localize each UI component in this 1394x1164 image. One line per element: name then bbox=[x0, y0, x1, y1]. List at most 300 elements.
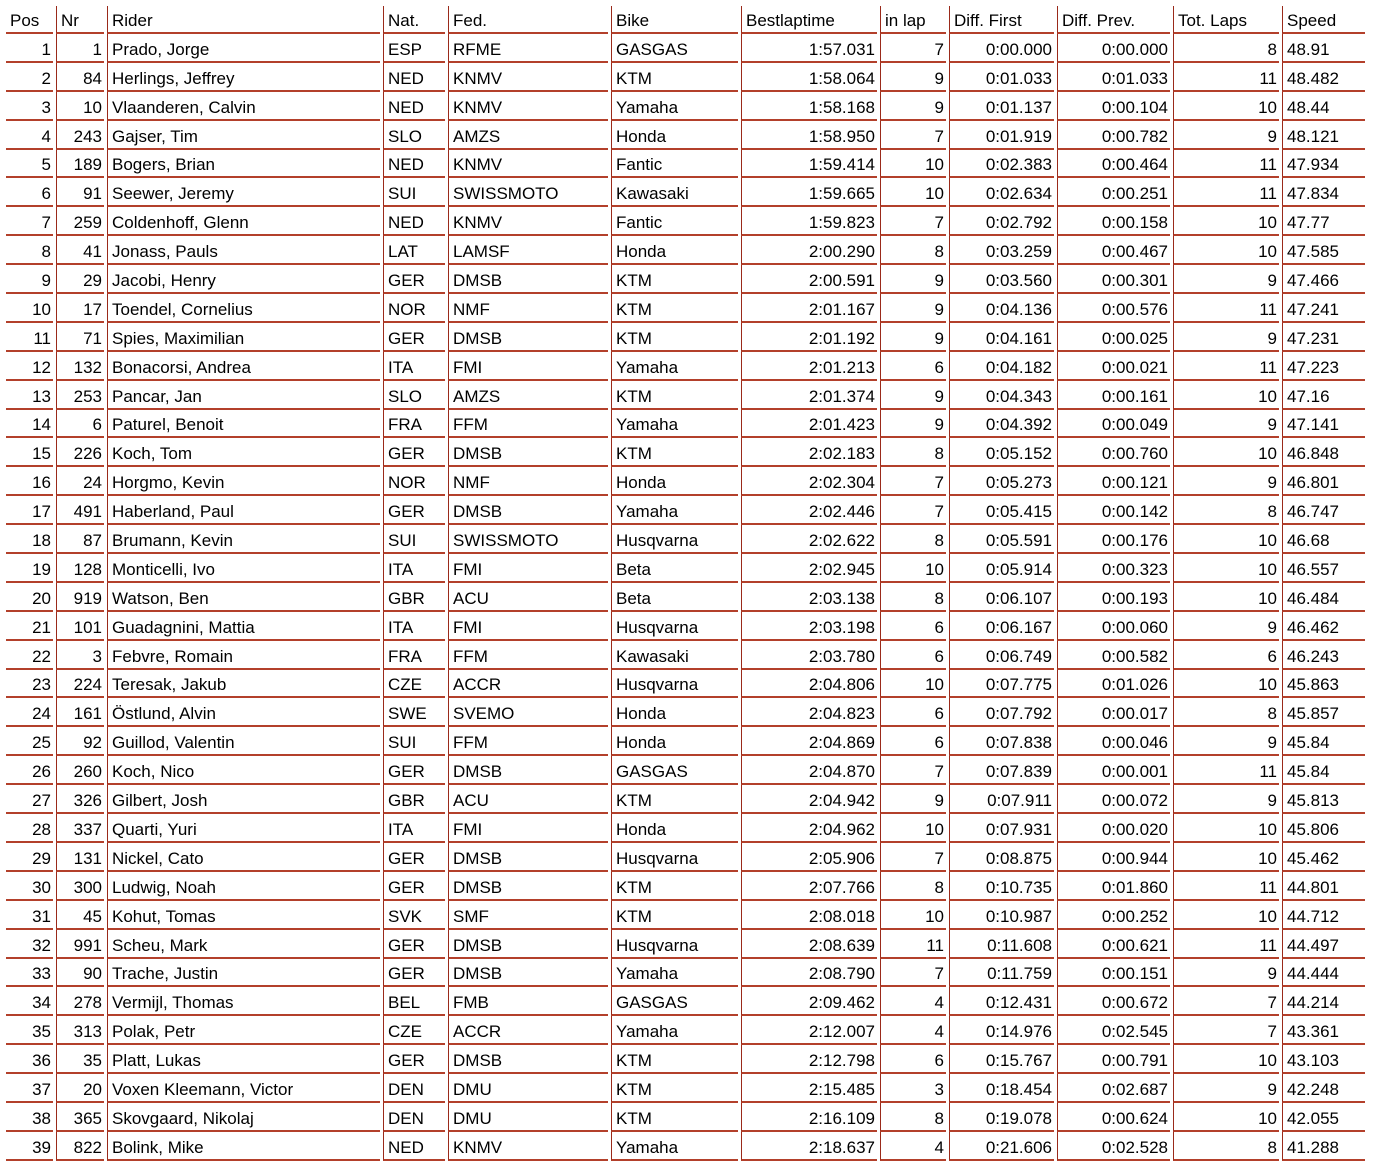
header-speed: Speed bbox=[1282, 6, 1365, 34]
cell-pos: 31 bbox=[6, 901, 53, 930]
cell-tot-laps: 9 bbox=[1173, 959, 1279, 988]
cell-speed: 47.231 bbox=[1282, 323, 1365, 352]
cell-in-lap: 9 bbox=[880, 785, 946, 814]
cell-bike: KTM bbox=[611, 438, 738, 467]
cell-diff-first: 0:01.137 bbox=[949, 92, 1054, 121]
table-row bbox=[6, 323, 1365, 352]
cell-in-lap: 7 bbox=[880, 843, 946, 872]
cell-pos: 29 bbox=[6, 843, 53, 872]
cell-nr: 20 bbox=[56, 1074, 104, 1103]
table-row bbox=[6, 814, 1365, 843]
cell-tot-laps: 11 bbox=[1173, 872, 1279, 901]
cell-nat: CZE bbox=[383, 670, 445, 699]
cell-pos: 17 bbox=[6, 496, 53, 525]
cell-in-lap: 7 bbox=[880, 207, 946, 236]
table-row bbox=[6, 554, 1365, 583]
cell-fed: DMSB bbox=[448, 496, 608, 525]
header-diff-prev: Diff. Prev. bbox=[1057, 6, 1170, 34]
cell-rider: Koch, Tom bbox=[107, 438, 380, 467]
cell-fed: DMSB bbox=[448, 959, 608, 988]
cell-in-lap: 8 bbox=[880, 872, 946, 901]
cell-diff-prev: 0:00.252 bbox=[1057, 901, 1170, 930]
table-row bbox=[6, 612, 1365, 641]
cell-bestlaptime: 2:07.766 bbox=[741, 872, 877, 901]
cell-diff-prev: 0:00.464 bbox=[1057, 150, 1170, 179]
cell-fed: KNMV bbox=[448, 207, 608, 236]
cell-bike: Husqvarna bbox=[611, 930, 738, 959]
cell-bike: Husqvarna bbox=[611, 525, 738, 554]
cell-fed: ACCR bbox=[448, 1016, 608, 1045]
header-diff-first: Diff. First bbox=[949, 6, 1054, 34]
cell-bike: KTM bbox=[611, 785, 738, 814]
cell-bestlaptime: 2:04.962 bbox=[741, 814, 877, 843]
cell-tot-laps: 8 bbox=[1173, 34, 1279, 63]
cell-speed: 48.121 bbox=[1282, 121, 1365, 150]
cell-diff-prev: 0:00.060 bbox=[1057, 612, 1170, 641]
header-tot-laps: Tot. Laps bbox=[1173, 6, 1279, 34]
cell-diff-prev: 0:00.017 bbox=[1057, 698, 1170, 727]
table-row bbox=[6, 92, 1365, 121]
cell-bestlaptime: 2:03.780 bbox=[741, 641, 877, 670]
cell-in-lap: 11 bbox=[880, 930, 946, 959]
cell-in-lap: 7 bbox=[880, 496, 946, 525]
cell-pos: 7 bbox=[6, 207, 53, 236]
cell-fed: DMU bbox=[448, 1103, 608, 1132]
cell-speed: 46.848 bbox=[1282, 438, 1365, 467]
cell-diff-first: 0:07.838 bbox=[949, 727, 1054, 756]
cell-tot-laps: 11 bbox=[1173, 178, 1279, 207]
cell-diff-prev: 0:00.782 bbox=[1057, 121, 1170, 150]
cell-in-lap: 7 bbox=[880, 756, 946, 785]
cell-diff-prev: 0:01.026 bbox=[1057, 670, 1170, 699]
cell-bestlaptime: 2:01.192 bbox=[741, 323, 877, 352]
cell-in-lap: 7 bbox=[880, 467, 946, 496]
table-row bbox=[6, 1045, 1365, 1074]
cell-bestlaptime: 2:05.906 bbox=[741, 843, 877, 872]
cell-nat: SVK bbox=[383, 901, 445, 930]
cell-diff-prev: 0:00.025 bbox=[1057, 323, 1170, 352]
cell-pos: 37 bbox=[6, 1074, 53, 1103]
cell-diff-prev: 0:00.104 bbox=[1057, 92, 1170, 121]
cell-pos: 34 bbox=[6, 987, 53, 1016]
results-header bbox=[6, 6, 1365, 34]
cell-nat: SWE bbox=[383, 698, 445, 727]
cell-diff-prev: 0:00.046 bbox=[1057, 727, 1170, 756]
cell-tot-laps: 8 bbox=[1173, 1132, 1279, 1161]
cell-speed: 45.813 bbox=[1282, 785, 1365, 814]
cell-bike: Fantic bbox=[611, 150, 738, 179]
cell-tot-laps: 10 bbox=[1173, 207, 1279, 236]
cell-fed: DMU bbox=[448, 1074, 608, 1103]
cell-fed: ACCR bbox=[448, 670, 608, 699]
cell-pos: 2 bbox=[6, 63, 53, 92]
table-row bbox=[6, 641, 1365, 670]
cell-bike: KTM bbox=[611, 294, 738, 323]
cell-diff-first: 0:10.735 bbox=[949, 872, 1054, 901]
cell-speed: 48.482 bbox=[1282, 63, 1365, 92]
cell-pos: 14 bbox=[6, 410, 53, 439]
cell-tot-laps: 10 bbox=[1173, 236, 1279, 265]
cell-bike: Husqvarna bbox=[611, 612, 738, 641]
cell-pos: 18 bbox=[6, 525, 53, 554]
cell-bike: GASGAS bbox=[611, 756, 738, 785]
cell-speed: 47.141 bbox=[1282, 410, 1365, 439]
cell-in-lap: 9 bbox=[880, 63, 946, 92]
cell-tot-laps: 9 bbox=[1173, 265, 1279, 294]
cell-speed: 47.241 bbox=[1282, 294, 1365, 323]
cell-speed: 44.497 bbox=[1282, 930, 1365, 959]
cell-diff-prev: 0:00.072 bbox=[1057, 785, 1170, 814]
header-rider: Rider bbox=[107, 6, 380, 34]
cell-nr: 189 bbox=[56, 150, 104, 179]
cell-pos: 26 bbox=[6, 756, 53, 785]
cell-bike: Husqvarna bbox=[611, 670, 738, 699]
cell-nr: 243 bbox=[56, 121, 104, 150]
cell-speed: 45.863 bbox=[1282, 670, 1365, 699]
cell-bestlaptime: 2:12.798 bbox=[741, 1045, 877, 1074]
cell-tot-laps: 10 bbox=[1173, 843, 1279, 872]
cell-rider: Östlund, Alvin bbox=[107, 698, 380, 727]
cell-pos: 36 bbox=[6, 1045, 53, 1074]
cell-nr: 3 bbox=[56, 641, 104, 670]
cell-nat: BEL bbox=[383, 987, 445, 1016]
cell-nr: 278 bbox=[56, 987, 104, 1016]
cell-nat: FRA bbox=[383, 410, 445, 439]
cell-nr: 131 bbox=[56, 843, 104, 872]
cell-speed: 41.288 bbox=[1282, 1132, 1365, 1161]
cell-nat: GER bbox=[383, 756, 445, 785]
cell-bestlaptime: 2:02.622 bbox=[741, 525, 877, 554]
cell-tot-laps: 9 bbox=[1173, 121, 1279, 150]
cell-tot-laps: 9 bbox=[1173, 467, 1279, 496]
cell-fed: SWISSMOTO bbox=[448, 178, 608, 207]
cell-in-lap: 7 bbox=[880, 959, 946, 988]
cell-diff-prev: 0:00.944 bbox=[1057, 843, 1170, 872]
cell-pos: 23 bbox=[6, 670, 53, 699]
cell-diff-first: 0:00.000 bbox=[949, 34, 1054, 63]
cell-in-lap: 3 bbox=[880, 1074, 946, 1103]
cell-diff-prev: 0:00.020 bbox=[1057, 814, 1170, 843]
cell-nat: NOR bbox=[383, 467, 445, 496]
cell-tot-laps: 10 bbox=[1173, 901, 1279, 930]
cell-bike: GASGAS bbox=[611, 34, 738, 63]
cell-fed: KNMV bbox=[448, 1132, 608, 1161]
cell-diff-first: 0:03.560 bbox=[949, 265, 1054, 294]
cell-bestlaptime: 1:59.823 bbox=[741, 207, 877, 236]
cell-diff-first: 0:12.431 bbox=[949, 987, 1054, 1016]
cell-diff-first: 0:05.273 bbox=[949, 467, 1054, 496]
cell-nat: GER bbox=[383, 323, 445, 352]
cell-diff-first: 0:05.591 bbox=[949, 525, 1054, 554]
cell-in-lap: 6 bbox=[880, 727, 946, 756]
cell-bestlaptime: 2:02.304 bbox=[741, 467, 877, 496]
cell-bestlaptime: 2:02.183 bbox=[741, 438, 877, 467]
cell-fed: FMI bbox=[448, 554, 608, 583]
cell-fed: KNMV bbox=[448, 63, 608, 92]
cell-diff-prev: 0:00.158 bbox=[1057, 207, 1170, 236]
cell-rider: Kohut, Tomas bbox=[107, 901, 380, 930]
table-row bbox=[6, 207, 1365, 236]
cell-nat: LAT bbox=[383, 236, 445, 265]
cell-fed: DMSB bbox=[448, 843, 608, 872]
table-row bbox=[6, 410, 1365, 439]
cell-speed: 47.934 bbox=[1282, 150, 1365, 179]
cell-pos: 3 bbox=[6, 92, 53, 121]
cell-diff-first: 0:11.608 bbox=[949, 930, 1054, 959]
cell-rider: Nickel, Cato bbox=[107, 843, 380, 872]
table-row bbox=[6, 1016, 1365, 1045]
cell-tot-laps: 9 bbox=[1173, 612, 1279, 641]
cell-nat: ITA bbox=[383, 352, 445, 381]
cell-diff-prev: 0:00.621 bbox=[1057, 930, 1170, 959]
cell-tot-laps: 9 bbox=[1173, 1074, 1279, 1103]
cell-rider: Jonass, Pauls bbox=[107, 236, 380, 265]
table-row bbox=[6, 352, 1365, 381]
cell-diff-first: 0:19.078 bbox=[949, 1103, 1054, 1132]
cell-in-lap: 8 bbox=[880, 1103, 946, 1132]
cell-fed: SVEMO bbox=[448, 698, 608, 727]
cell-nr: 10 bbox=[56, 92, 104, 121]
cell-pos: 38 bbox=[6, 1103, 53, 1132]
cell-diff-prev: 0:00.467 bbox=[1057, 236, 1170, 265]
cell-bike: Honda bbox=[611, 121, 738, 150]
header-fed: Fed. bbox=[448, 6, 608, 34]
cell-speed: 46.747 bbox=[1282, 496, 1365, 525]
cell-diff-first: 0:06.167 bbox=[949, 612, 1054, 641]
cell-nr: 29 bbox=[56, 265, 104, 294]
cell-speed: 45.84 bbox=[1282, 727, 1365, 756]
cell-fed: DMSB bbox=[448, 930, 608, 959]
cell-diff-first: 0:03.259 bbox=[949, 236, 1054, 265]
cell-in-lap: 9 bbox=[880, 265, 946, 294]
cell-rider: Haberland, Paul bbox=[107, 496, 380, 525]
cell-diff-prev: 0:00.193 bbox=[1057, 583, 1170, 612]
cell-fed: LAMSF bbox=[448, 236, 608, 265]
cell-nr: 35 bbox=[56, 1045, 104, 1074]
cell-diff-first: 0:04.161 bbox=[949, 323, 1054, 352]
cell-pos: 11 bbox=[6, 323, 53, 352]
cell-pos: 20 bbox=[6, 583, 53, 612]
cell-nr: 24 bbox=[56, 467, 104, 496]
cell-tot-laps: 10 bbox=[1173, 438, 1279, 467]
cell-pos: 28 bbox=[6, 814, 53, 843]
cell-bestlaptime: 2:02.446 bbox=[741, 496, 877, 525]
cell-nr: 253 bbox=[56, 381, 104, 410]
cell-nr: 259 bbox=[56, 207, 104, 236]
cell-pos: 35 bbox=[6, 1016, 53, 1045]
cell-speed: 47.77 bbox=[1282, 207, 1365, 236]
cell-speed: 46.484 bbox=[1282, 583, 1365, 612]
cell-rider: Horgmo, Kevin bbox=[107, 467, 380, 496]
cell-nr: 337 bbox=[56, 814, 104, 843]
cell-diff-prev: 0:00.760 bbox=[1057, 438, 1170, 467]
table-row bbox=[6, 872, 1365, 901]
cell-pos: 4 bbox=[6, 121, 53, 150]
cell-bike: Husqvarna bbox=[611, 843, 738, 872]
cell-nat: ITA bbox=[383, 814, 445, 843]
cell-pos: 27 bbox=[6, 785, 53, 814]
cell-in-lap: 10 bbox=[880, 554, 946, 583]
cell-diff-first: 0:02.792 bbox=[949, 207, 1054, 236]
cell-speed: 47.223 bbox=[1282, 352, 1365, 381]
table-row bbox=[6, 381, 1365, 410]
cell-diff-first: 0:02.383 bbox=[949, 150, 1054, 179]
cell-speed: 46.243 bbox=[1282, 641, 1365, 670]
cell-fed: RFME bbox=[448, 34, 608, 63]
table-row bbox=[6, 756, 1365, 785]
cell-diff-first: 0:11.759 bbox=[949, 959, 1054, 988]
cell-diff-first: 0:08.875 bbox=[949, 843, 1054, 872]
cell-in-lap: 4 bbox=[880, 987, 946, 1016]
cell-in-lap: 8 bbox=[880, 583, 946, 612]
cell-bike: Yamaha bbox=[611, 1132, 738, 1161]
cell-bike: KTM bbox=[611, 1103, 738, 1132]
cell-tot-laps: 11 bbox=[1173, 294, 1279, 323]
cell-pos: 32 bbox=[6, 930, 53, 959]
cell-nr: 90 bbox=[56, 959, 104, 988]
cell-pos: 30 bbox=[6, 872, 53, 901]
cell-diff-first: 0:02.634 bbox=[949, 178, 1054, 207]
cell-tot-laps: 10 bbox=[1173, 381, 1279, 410]
cell-diff-first: 0:07.911 bbox=[949, 785, 1054, 814]
cell-fed: DMSB bbox=[448, 1045, 608, 1074]
cell-nat: NED bbox=[383, 63, 445, 92]
table-row bbox=[6, 150, 1365, 179]
cell-fed: NMF bbox=[448, 294, 608, 323]
cell-pos: 6 bbox=[6, 178, 53, 207]
cell-speed: 43.103 bbox=[1282, 1045, 1365, 1074]
cell-bike: KTM bbox=[611, 901, 738, 930]
cell-tot-laps: 6 bbox=[1173, 641, 1279, 670]
cell-nat: SLO bbox=[383, 381, 445, 410]
cell-diff-prev: 0:00.176 bbox=[1057, 525, 1170, 554]
cell-nat: SLO bbox=[383, 121, 445, 150]
table-row bbox=[6, 959, 1365, 988]
cell-bestlaptime: 2:04.823 bbox=[741, 698, 877, 727]
cell-rider: Bolink, Mike bbox=[107, 1132, 380, 1161]
cell-bestlaptime: 2:02.945 bbox=[741, 554, 877, 583]
cell-pos: 8 bbox=[6, 236, 53, 265]
cell-diff-first: 0:21.606 bbox=[949, 1132, 1054, 1161]
cell-diff-first: 0:18.454 bbox=[949, 1074, 1054, 1103]
table-row bbox=[6, 583, 1365, 612]
cell-bike: KTM bbox=[611, 265, 738, 294]
cell-speed: 43.361 bbox=[1282, 1016, 1365, 1045]
cell-in-lap: 8 bbox=[880, 525, 946, 554]
cell-nr: 1 bbox=[56, 34, 104, 63]
table-row bbox=[6, 236, 1365, 265]
cell-fed: ACU bbox=[448, 785, 608, 814]
cell-diff-first: 0:05.415 bbox=[949, 496, 1054, 525]
cell-bestlaptime: 1:58.064 bbox=[741, 63, 877, 92]
cell-diff-first: 0:04.343 bbox=[949, 381, 1054, 410]
cell-in-lap: 6 bbox=[880, 612, 946, 641]
cell-fed: KNMV bbox=[448, 150, 608, 179]
cell-in-lap: 10 bbox=[880, 150, 946, 179]
cell-bike: KTM bbox=[611, 1074, 738, 1103]
cell-speed: 45.462 bbox=[1282, 843, 1365, 872]
cell-bike: Fantic bbox=[611, 207, 738, 236]
cell-diff-first: 0:05.914 bbox=[949, 554, 1054, 583]
cell-bestlaptime: 2:04.942 bbox=[741, 785, 877, 814]
cell-tot-laps: 11 bbox=[1173, 352, 1279, 381]
cell-nr: 45 bbox=[56, 901, 104, 930]
cell-nr: 71 bbox=[56, 323, 104, 352]
cell-nat: DEN bbox=[383, 1074, 445, 1103]
table-row bbox=[6, 1074, 1365, 1103]
cell-rider: Watson, Ben bbox=[107, 583, 380, 612]
cell-diff-first: 0:07.839 bbox=[949, 756, 1054, 785]
cell-nr: 260 bbox=[56, 756, 104, 785]
table-row bbox=[6, 1132, 1365, 1161]
cell-fed: FMI bbox=[448, 612, 608, 641]
cell-tot-laps: 11 bbox=[1173, 930, 1279, 959]
cell-rider: Koch, Nico bbox=[107, 756, 380, 785]
cell-fed: FFM bbox=[448, 727, 608, 756]
cell-fed: DMSB bbox=[448, 438, 608, 467]
cell-bike: Yamaha bbox=[611, 959, 738, 988]
cell-rider: Prado, Jorge bbox=[107, 34, 380, 63]
cell-diff-prev: 0:00.021 bbox=[1057, 352, 1170, 381]
cell-pos: 33 bbox=[6, 959, 53, 988]
cell-diff-first: 0:04.392 bbox=[949, 410, 1054, 439]
cell-diff-prev: 0:02.545 bbox=[1057, 1016, 1170, 1045]
cell-nr: 91 bbox=[56, 178, 104, 207]
cell-rider: Monticelli, Ivo bbox=[107, 554, 380, 583]
cell-bestlaptime: 2:01.167 bbox=[741, 294, 877, 323]
cell-in-lap: 4 bbox=[880, 1132, 946, 1161]
cell-tot-laps: 10 bbox=[1173, 1103, 1279, 1132]
cell-speed: 45.857 bbox=[1282, 698, 1365, 727]
cell-bike: Yamaha bbox=[611, 92, 738, 121]
cell-nat: DEN bbox=[383, 1103, 445, 1132]
header-pos: Pos bbox=[6, 6, 53, 34]
cell-bestlaptime: 2:18.637 bbox=[741, 1132, 877, 1161]
cell-pos: 39 bbox=[6, 1132, 53, 1161]
cell-speed: 45.806 bbox=[1282, 814, 1365, 843]
cell-nat: FRA bbox=[383, 641, 445, 670]
cell-tot-laps: 9 bbox=[1173, 785, 1279, 814]
cell-diff-first: 0:01.919 bbox=[949, 121, 1054, 150]
cell-speed: 46.462 bbox=[1282, 612, 1365, 641]
results-table bbox=[3, 6, 1368, 1161]
cell-bike: Kawasaki bbox=[611, 178, 738, 207]
cell-pos: 13 bbox=[6, 381, 53, 410]
table-row bbox=[6, 987, 1365, 1016]
cell-diff-prev: 0:00.000 bbox=[1057, 34, 1170, 63]
cell-diff-first: 0:04.136 bbox=[949, 294, 1054, 323]
cell-rider: Platt, Lukas bbox=[107, 1045, 380, 1074]
results-body bbox=[6, 34, 1365, 1161]
cell-fed: DMSB bbox=[448, 872, 608, 901]
header-nat: Nat. bbox=[383, 6, 445, 34]
cell-nat: SUI bbox=[383, 178, 445, 207]
cell-bestlaptime: 2:03.138 bbox=[741, 583, 877, 612]
cell-bike: GASGAS bbox=[611, 987, 738, 1016]
cell-nr: 101 bbox=[56, 612, 104, 641]
cell-bestlaptime: 2:01.374 bbox=[741, 381, 877, 410]
cell-in-lap: 10 bbox=[880, 901, 946, 930]
cell-bestlaptime: 1:59.665 bbox=[741, 178, 877, 207]
table-row bbox=[6, 467, 1365, 496]
cell-bike: KTM bbox=[611, 1045, 738, 1074]
cell-speed: 44.712 bbox=[1282, 901, 1365, 930]
cell-nat: GER bbox=[383, 496, 445, 525]
cell-speed: 42.248 bbox=[1282, 1074, 1365, 1103]
cell-nr: 87 bbox=[56, 525, 104, 554]
cell-speed: 44.801 bbox=[1282, 872, 1365, 901]
cell-tot-laps: 9 bbox=[1173, 727, 1279, 756]
